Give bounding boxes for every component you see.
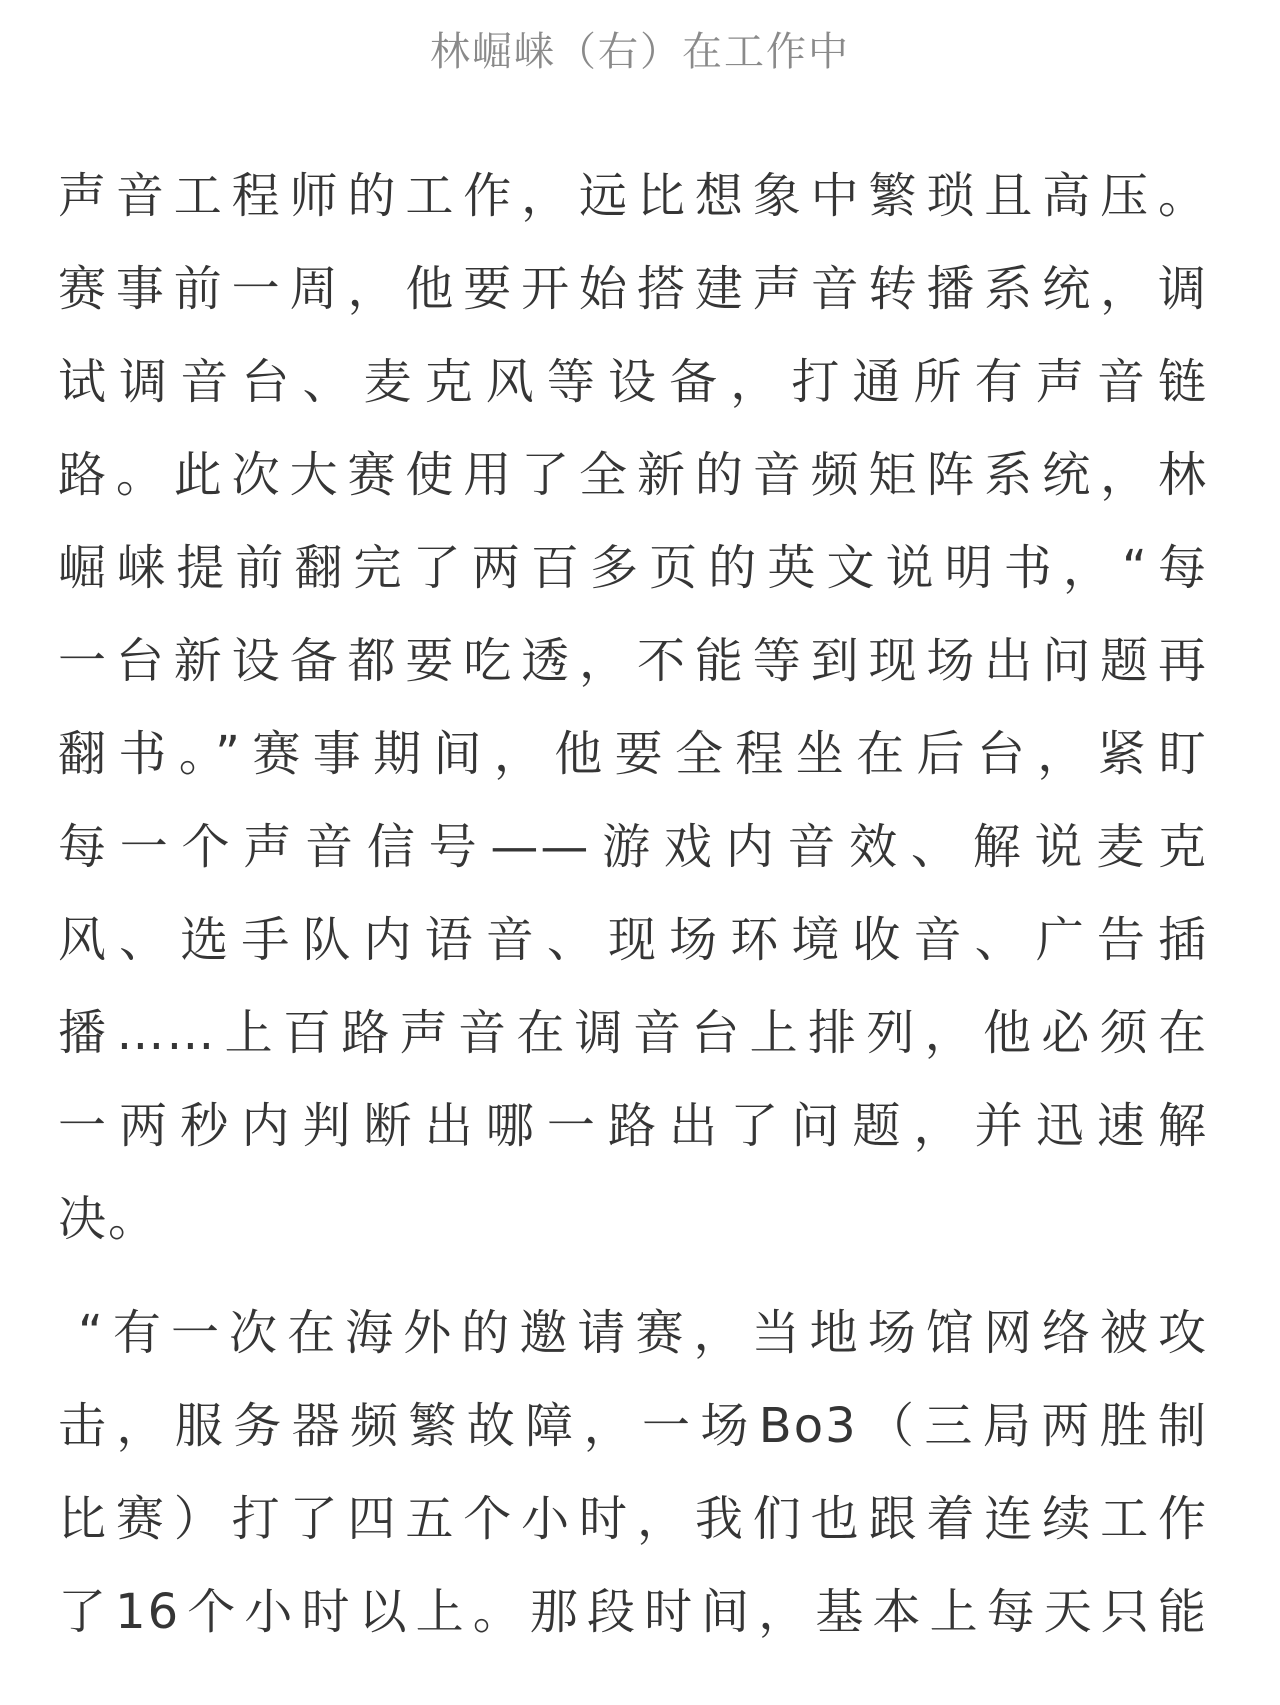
paragraph-line: 路。此次大赛使用了全新的音频矩阵系统，林 [58,447,1208,503]
paragraph-line: 赛事前一周，他要开始搭建声音转播系统，调 [58,261,1208,317]
paragraph-line: 每一个声音信号——游戏内音效、解说麦克 [58,819,1208,875]
paragraph-line: 风、选手队内语音、现场环境收音、广告插 [58,912,1208,968]
paragraph-line: 播……上百路声音在调音台上排列，他必须在 [58,1005,1208,1061]
paragraph-line: 击，服务器频繁故障，一场Bo3（三局两胜制 [58,1398,1208,1454]
paragraph [58,150,1208,1266]
paragraph-line: 一台新设备都要吃透，不能等到现场出问题再 [58,633,1208,689]
paragraph-line: 崛崃提前翻完了两百多页的英文说明书，“每 [58,540,1208,596]
paragraph-line: 了16个小时以上。那段时间，基本上每天只能 [58,1584,1208,1640]
paragraph-line: 一两秒内判断出哪一路出了问题，并迅速解 [58,1098,1208,1154]
paragraph-line: “有一次在海外的邀请赛，当地场馆网络被攻 [78,1305,1208,1361]
image-caption: 林崛崃（右）在工作中 [430,29,850,75]
paragraph-line: 决。 [58,1191,159,1247]
paragraph-line: 翻书。”赛事期间，他要全程坐在后台，紧盯 [58,726,1208,782]
paragraph [58,1287,1208,1659]
paragraph-line: 比赛）打了四五个小时，我们也跟着连续工作 [58,1491,1208,1547]
paragraph-line: 试调音台、麦克风等设备，打通所有声音链 [58,354,1208,410]
paragraph-line: 声音工程师的工作，远比想象中繁琐且高压。 [58,168,1208,224]
